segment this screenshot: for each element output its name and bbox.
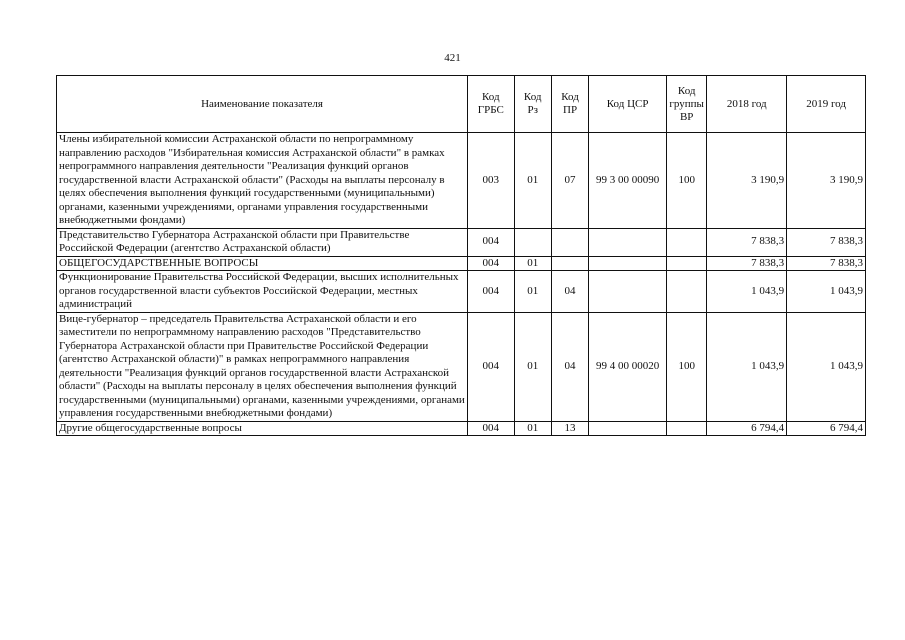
row-2018: 1 043,9 [707, 271, 787, 313]
row-pr [551, 256, 588, 271]
row-rz: 01 [514, 271, 551, 313]
row-2019: 7 838,3 [787, 256, 866, 271]
table-row [57, 256, 866, 271]
row-csr [589, 271, 667, 313]
row-2019: 3 190,9 [787, 133, 866, 229]
row-grbs: 004 [468, 421, 514, 436]
row-name: Другие общегосударственные вопросы [57, 421, 468, 436]
row-csr [589, 256, 667, 271]
row-2019: 7 838,3 [787, 228, 866, 256]
table-row [57, 133, 866, 229]
row-vr: 100 [667, 133, 707, 229]
row-rz [514, 228, 551, 256]
table-row [57, 421, 866, 436]
page-number: 421 [444, 52, 461, 64]
row-2019: 1 043,9 [787, 271, 866, 313]
row-name: Члены избирательной комиссии Астраханской области по непрограммному направлению расходов "Избирательная комиссия Астраханской области" в рамках непрограммного направления деятельности "Реализация функций органов государственной власти Астраханской области" (Расходы на выплаты персоналу в целях обеспечения выполнения функций государственными (муниципальными) органами, казенными учреждениями, органами управления государственными внебюджетными фондами) [57, 133, 468, 229]
row-rz: 01 [514, 256, 551, 271]
row-2018: 6 794,4 [707, 421, 787, 436]
row-pr: 07 [551, 133, 588, 229]
header-grbs: Код ГРБС [468, 76, 514, 133]
row-grbs: 004 [468, 256, 514, 271]
header-csr: Код ЦСР [589, 76, 667, 133]
row-rz: 01 [514, 312, 551, 421]
row-name: ОБЩЕГОСУДАРСТВЕННЫЕ ВОПРОСЫ [57, 256, 468, 271]
row-2019: 1 043,9 [787, 312, 866, 421]
row-vr [667, 271, 707, 313]
row-grbs: 003 [468, 133, 514, 229]
row-rz: 01 [514, 421, 551, 436]
row-vr [667, 228, 707, 256]
header-pr: Код ПР [551, 76, 588, 133]
row-pr: 04 [551, 312, 588, 421]
row-csr: 99 3 00 00090 [589, 133, 667, 229]
header-vr: Код группы ВР [667, 76, 707, 133]
row-2018: 7 838,3 [707, 228, 787, 256]
row-csr [589, 421, 667, 436]
header-2019: 2019 год [787, 76, 866, 133]
row-2019: 6 794,4 [787, 421, 866, 436]
row-name: Представительство Губернатора Астраханской области при Правительстве Российской Федерации (агентство Астраханской области) [57, 228, 468, 256]
row-pr: 13 [551, 421, 588, 436]
row-vr [667, 421, 707, 436]
row-name: Функционирование Правительства Российской Федерации, высших исполнительных органов государственной власти субъектов Российской Федерации, местных администраций [57, 271, 468, 313]
row-2018: 7 838,3 [707, 256, 787, 271]
row-grbs: 004 [468, 312, 514, 421]
row-2018: 3 190,9 [707, 133, 787, 229]
header-rz: Код Рз [514, 76, 551, 133]
row-pr [551, 228, 588, 256]
row-grbs: 004 [468, 271, 514, 313]
row-pr: 04 [551, 271, 588, 313]
row-2018: 1 043,9 [707, 312, 787, 421]
row-csr: 99 4 00 00020 [589, 312, 667, 421]
row-rz: 01 [514, 133, 551, 229]
table-row [57, 312, 866, 421]
table-row [57, 271, 866, 313]
row-vr [667, 256, 707, 271]
header-2018: 2018 год [707, 76, 787, 133]
row-csr [589, 228, 667, 256]
row-name: Вице-губернатор – председатель Правительства Астраханской области и его заместители по непрограммному направлению расходов "Представительство Губернатора Астраханской области при Правительстве Российской Федерации (агентство Астраханской области)" в рамках непрограммного направления деятельности "Реализация функций органов государственной власти Астраханской области" (Расходы на выплаты персоналу в целях обеспечения выполнения функций государственными (муниципальными) органами, казенными учреждениями, органами управления государственными внебюджетными фондами) [57, 312, 468, 421]
header-name: Наименование показателя [57, 76, 468, 133]
row-grbs: 004 [468, 228, 514, 256]
table-row [57, 228, 866, 256]
row-vr: 100 [667, 312, 707, 421]
budget-table [56, 75, 866, 436]
header-row [57, 76, 866, 133]
